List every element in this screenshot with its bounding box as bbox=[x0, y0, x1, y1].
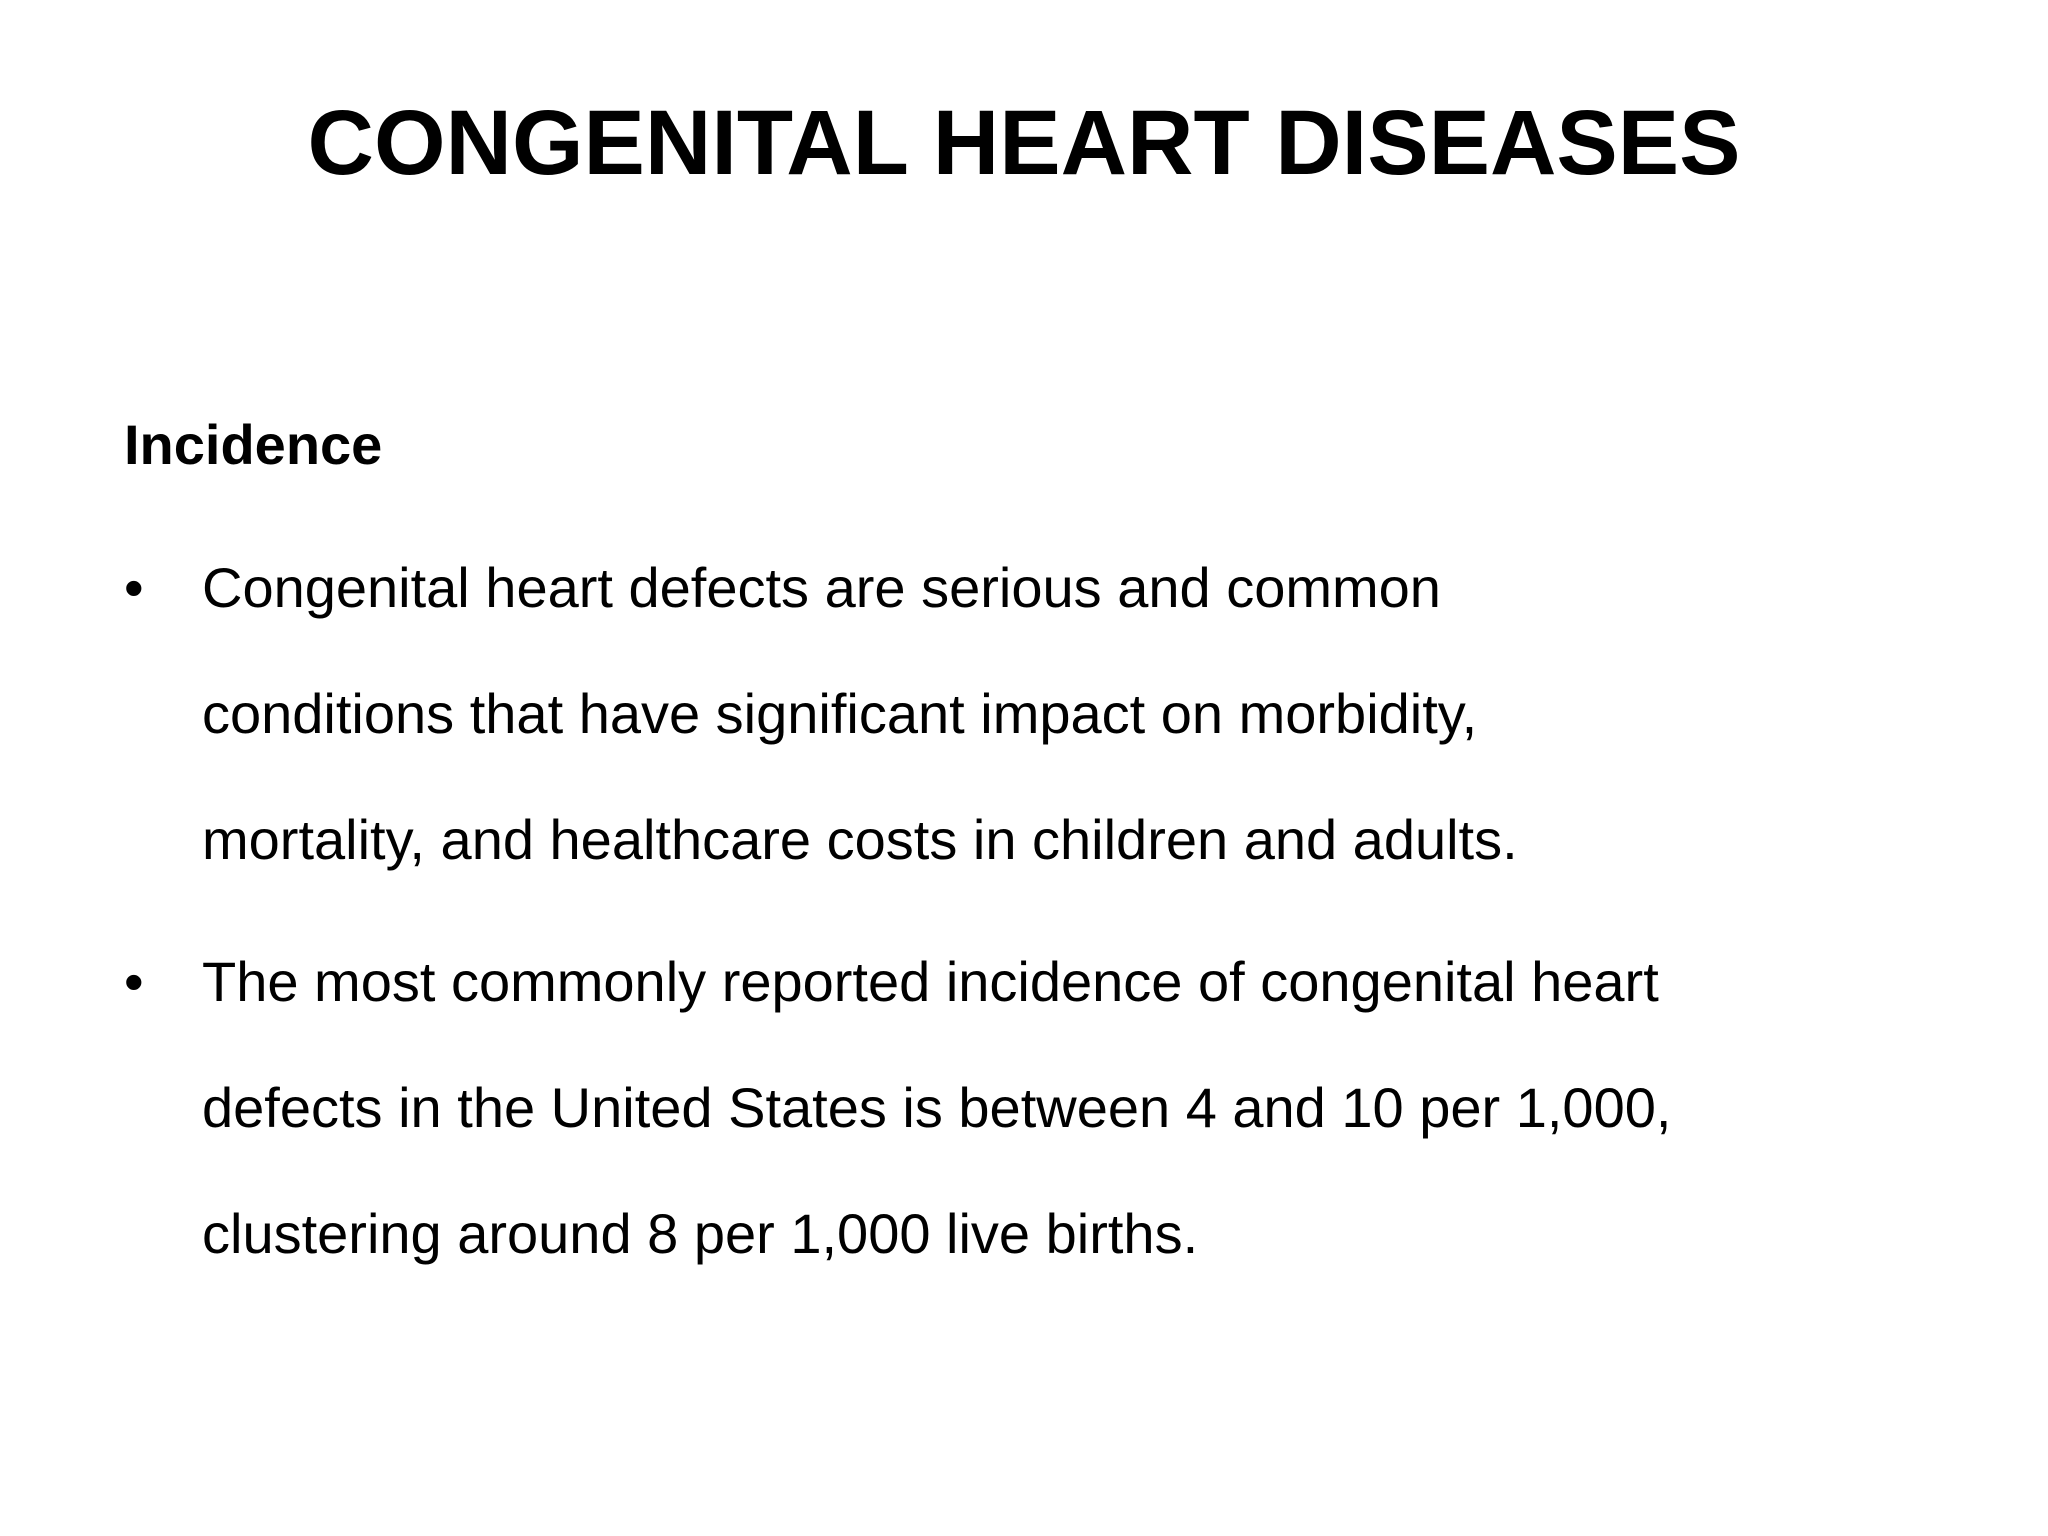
bullet-text-line: clustering around 8 per 1,000 live births. bbox=[202, 1202, 1199, 1265]
bullet-point-icon: • bbox=[124, 556, 144, 619]
bullet-text-line: defects in the United States is between 4 and 10 per 1,000, bbox=[202, 1076, 1672, 1139]
bullet-item bbox=[124, 919, 1964, 1297]
bullet-list bbox=[124, 525, 1964, 1297]
slide-title: CONGENITAL HEART DISEASES bbox=[307, 92, 1741, 194]
bullet-item bbox=[124, 525, 1964, 903]
bullet-text-line: Congenital heart defects are serious and common bbox=[202, 556, 1441, 619]
bullet-text-line: conditions that have significant impact on morbidity, bbox=[202, 682, 1478, 745]
slide-content bbox=[124, 405, 1964, 1313]
section-heading: Incidence bbox=[124, 413, 383, 476]
bullet-point-icon: • bbox=[124, 950, 144, 1013]
bullet-text-line: The most commonly reported incidence of congenital heart bbox=[202, 950, 1659, 1013]
bullet-text-line: mortality, and healthcare costs in children and adults. bbox=[202, 808, 1518, 871]
